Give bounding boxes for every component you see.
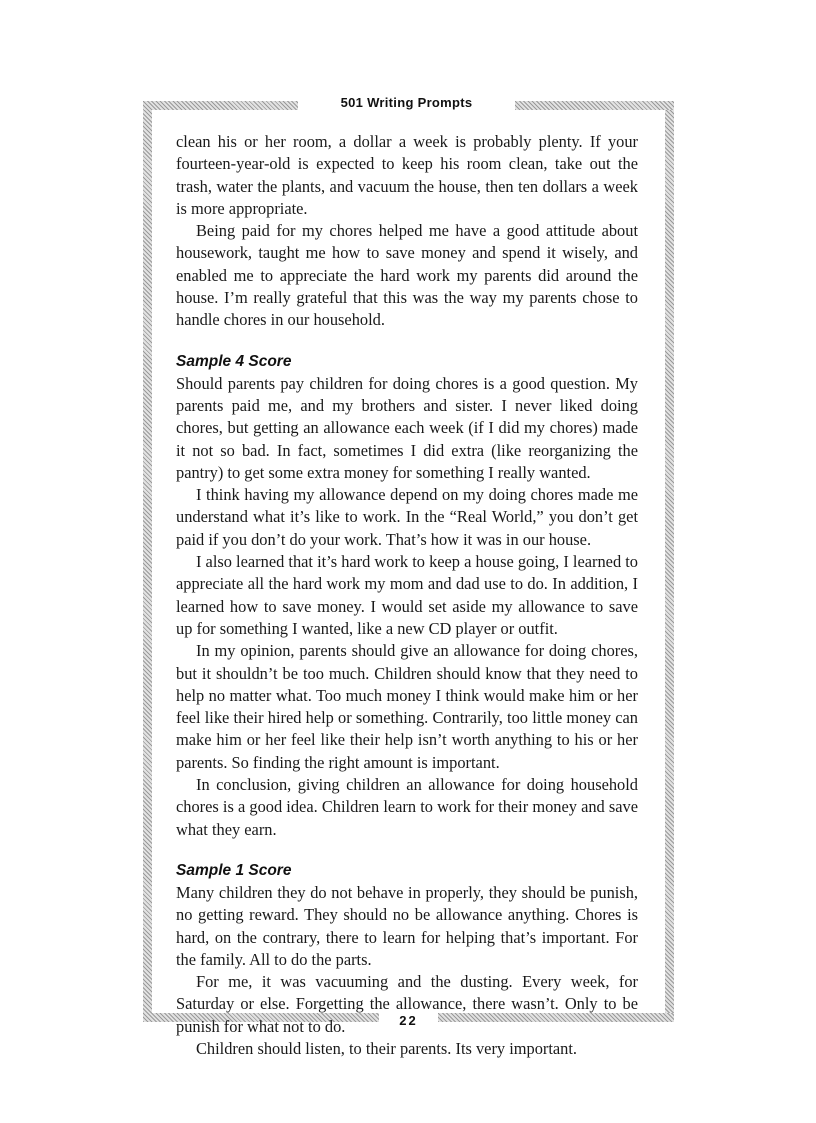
- paragraph: Children should listen, to their parents. Its very important.: [196, 1038, 578, 1058]
- section-heading: Sample 4 Score: [176, 352, 292, 370]
- frame-border-right: [665, 101, 674, 1022]
- page-number: 22: [399, 1013, 418, 1028]
- paragraph: In my opinion, parents should give an allowance for doing chores, but it shouldn’t be too much. Children should know that they need to help no matter what. Too much money I think would make him or her feel like their hired help or something. Contrarily, too little money can make him or her feel like their help isn’t worth anything to his or her parents. So finding the right amount is important.: [176, 641, 638, 772]
- section-heading: Sample 1 Score: [176, 861, 292, 879]
- paragraph: Being paid for my chores helped me have a good attitude about housework, taught me how to save money and spend it wisely, and enabled me to appreciate the hard work my parents did around the house. I’m really grateful that this was the way my parents chose to handle chores in our household.: [176, 221, 638, 330]
- frame-border-left: [143, 101, 152, 1022]
- paragraph: For me, it was vacuuming and the dusting. Every week, for Saturday or else. Forgetting the allowance, there wasn’t. Only to be punish for what not to do.: [176, 972, 638, 1036]
- page-frame: [143, 95, 674, 1058]
- paragraph: Should parents pay children for doing chores is a good question. My parents paid me, and my brothers and sister. I never liked doing chores, but getting an allowance each week (if I did my chores) made it not so bad. In fact, sometimes I did extra (like reorganizing the pantry) to get some extra money for something I really wanted.: [176, 373, 638, 482]
- frame-border-top-right: [515, 101, 674, 110]
- paragraph: I think having my allowance depend on my doing chores made me understand what it’s like to work. In the “Real World,” you don’t get paid if you don’t do your work. That’s how it was in our house.: [176, 485, 638, 549]
- intro-section: [176, 131, 638, 332]
- paragraph: In conclusion, giving children an allowance for doing household chores is a good idea. Children learn to work for their money and save what they earn.: [176, 775, 638, 839]
- sample-4-section: [176, 351, 638, 841]
- running-head: 501 Writing Prompts: [340, 95, 473, 110]
- sample-1-section: [176, 860, 638, 1060]
- frame-border-top-left: [143, 101, 298, 110]
- paragraph: I also learned that it’s hard work to keep a house going, I learned to appreciate all the hard work my mom and dad use to do. In addition, I learned how to save money. I would set aside my allowance to save up for something I wanted, like a new CD player or outfit.: [176, 552, 638, 638]
- page-body: [176, 131, 638, 1060]
- paragraph: Many children they do not behave in properly, they should be punish, no getting reward. They should no be allowance anything. Chores is hard, on the contrary, there to learn for helping that’s important. For the family. All to do the parts.: [176, 882, 638, 969]
- paragraph: clean his or her room, a dollar a week is probably plenty. If your fourteen-year-old is expected to keep his room clean, take out the trash, water the plants, and vacuum the house, then ten dollars a week is more appropriate.: [176, 132, 638, 218]
